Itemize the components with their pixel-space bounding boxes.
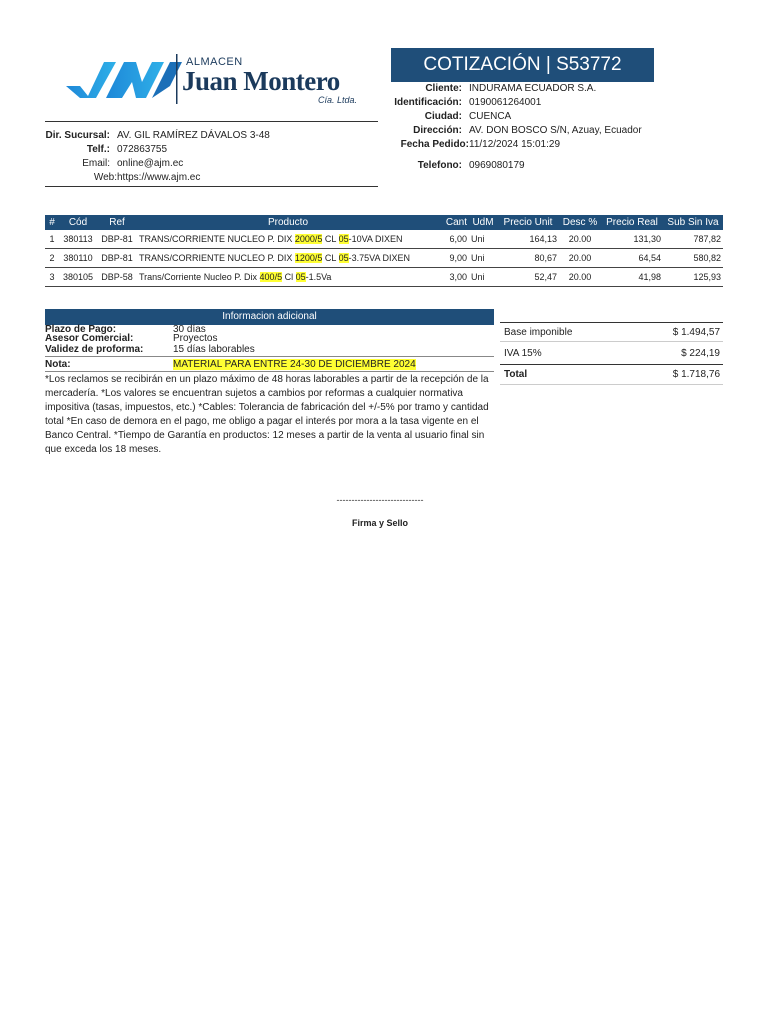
branch-email[interactable]: online@ajm.ec [117,158,184,169]
row-discount: 20.00 [559,230,601,249]
table-row [45,268,723,287]
row-code: 380113 [59,230,97,249]
product-text: -1.5Va [305,272,332,282]
col-subtotal: Sub Sin Iva [663,215,723,230]
signature-label: Firma y Sello [351,518,409,528]
totals-rule [500,364,723,365]
row-discount: 20.00 [559,249,601,268]
brand-almacen: ALMACEN [186,56,243,68]
iva-label: IVA 15% [504,348,542,359]
row-unit-price: 80,67 [497,249,559,268]
client-label: Cliente: [425,83,462,94]
row-ref: DBP-81 [97,249,137,268]
total-label: Total [504,369,528,380]
advisor-label: Asesor Comercial: [45,333,134,344]
payment-term-label: Plazo de Pago: [45,324,117,335]
info-header: Informacion adicional [45,309,494,325]
client-address: AV. DON BOSCO S/N, Azuay, Ecuador [469,125,642,136]
product-text: Trans/Corriente Nucleo P. Dix [139,272,260,282]
table-header-row [45,215,723,230]
row-qty: 9,00 [439,249,469,268]
logo-j-shape [66,62,116,98]
branch-web[interactable]: https://www.ajm.ec [117,172,201,183]
client-id-label: Identificación: [394,97,462,108]
row-ref: DBP-58 [97,268,137,287]
iva-value: $ 224,19 [681,348,720,359]
client-name: INDURAMA ECUADOR S.A. [469,83,597,94]
client-city-label: Ciudad: [424,111,462,122]
row-subtotal: 787,82 [663,230,723,249]
branch-tel-label: Telf.: [86,144,110,155]
client-city: CUENCA [469,111,512,122]
totals-bottom-rule [500,384,723,385]
branch-tel: 072863755 [117,144,168,155]
note-label: Nota: [45,359,71,370]
row-number: 3 [45,268,59,287]
branch-top-rule [45,121,378,122]
row-product [137,249,439,268]
row-unit-price: 52,47 [497,268,559,287]
order-date-label: Fecha Pedido: [400,139,469,150]
logo-divider [176,54,178,104]
row-real-price: 64,54 [601,249,663,268]
col-code: Cód [59,215,97,230]
product-text: TRANS/CORRIENTE NUCLEO P. DIX [139,253,295,263]
brand-name: Juan Montero [182,66,340,96]
table-row [45,230,723,249]
total-value: $ 1.718,76 [672,369,720,380]
table-row [45,249,723,268]
row-subtotal: 580,82 [663,249,723,268]
product-highlight: 1200/5 [294,253,323,263]
info-rule [45,356,494,357]
row-product [137,230,439,249]
row-number: 2 [45,249,59,268]
base-value: $ 1.494,57 [672,327,720,338]
branch-bottom-rule [45,186,378,187]
col-product: Producto [137,215,439,230]
terms-text: *Los reclamos se recibirán en un plazo máximo de 48 horas laborables a partir de la recepción de la mercadería. *Los valores se encuentran sujetos a cambios por reformas a cualquier normativa impositiva (tasas, impuestos, etc.) *Cables: Tolerancia de fabricación del +/-5% por tramo y cantidad total *En caso de demora en el pago, me obligo a pagar el interés por mora a la tasa vigente en el Banco Central. *Tiempo de Garantía en productos: 12 meses a partir de la venta al usuario final sin que exceda los 18 meses. [45,374,489,455]
client-phone: 0969080179 [469,160,525,171]
row-uom: Uni [469,230,497,249]
branch-dir-label: Dir. Sucursal: [45,130,110,141]
row-number: 1 [45,230,59,249]
product-highlight: 05 [338,234,349,244]
product-highlight: 2000/5 [294,234,323,244]
validity-label: Validez de proforma: [45,344,144,355]
product-text: -3.75VA DIXEN [348,253,410,263]
row-product [137,268,439,287]
row-uom: Uni [469,249,497,268]
product-text: Cl [282,272,296,282]
note-highlight: MATERIAL PARA ENTRE 24-30 DE DICIEMBRE 2024 [173,359,416,370]
product-text: -10VA DIXEN [348,234,403,244]
client-phone-label: Telefono: [417,160,462,171]
client-id: 0190061264001 [469,97,542,108]
advisor: Proyectos [173,333,218,344]
info-rule [45,371,494,372]
product-highlight: 05 [338,253,349,263]
branch-dir: AV. GIL RAMÍREZ DÁVALOS 3-48 [117,130,270,141]
note [173,359,416,370]
totals-rule [500,341,723,342]
brand-cia: Cía. Ltda. [318,95,358,105]
validity: 15 días laborables [173,344,255,355]
row-unit-price: 164,13 [497,230,559,249]
branch-email-label: Email: [82,158,110,169]
signature-line: ----------------------------- [336,495,424,505]
row-real-price: 131,30 [601,230,663,249]
order-date: 11/12/2024 15:01:29 [469,139,561,150]
row-qty: 3,00 [439,268,469,287]
product-text: CL [322,253,339,263]
items-table [45,215,723,287]
row-real-price: 41,98 [601,268,663,287]
product-text: TRANS/CORRIENTE NUCLEO P. DIX [139,234,295,244]
col-real-price: Precio Real [601,215,663,230]
payment-term: 30 días [173,324,206,335]
row-uom: Uni [469,268,497,287]
row-subtotal: 125,93 [663,268,723,287]
row-ref: DBP-81 [97,230,137,249]
client-address-label: Dirección: [413,125,462,136]
product-text: CL [322,234,339,244]
totals-top-rule [500,322,723,323]
row-discount: 20.00 [559,268,601,287]
col-number: # [45,215,59,230]
quote-title: COTIZACIÓN | S53772 [391,48,654,82]
base-label: Base imponible [504,327,573,338]
row-qty: 6,00 [439,230,469,249]
branch-web-label: Web: [93,172,117,183]
row-code: 380110 [59,249,97,268]
col-uom: UdM [469,215,497,230]
product-highlight: 05 [295,272,306,282]
col-unit-price: Precio Unit [497,215,559,230]
row-code: 380105 [59,268,97,287]
product-highlight: 400/5 [259,272,283,282]
col-discount: Desc % [559,215,601,230]
col-qty: Cant [439,215,469,230]
col-ref: Ref [97,215,137,230]
